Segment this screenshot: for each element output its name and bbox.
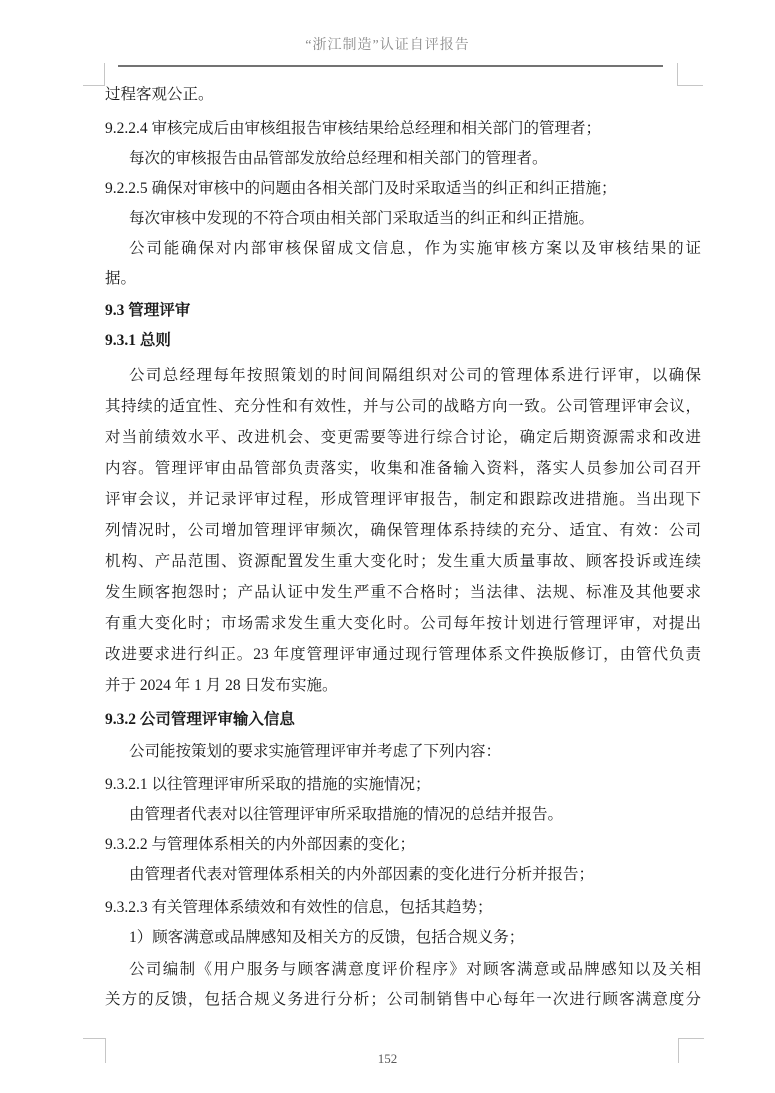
paragraph — [105, 360, 701, 701]
paragraph — [105, 860, 701, 890]
text-line: 9.3 管理评审 — [105, 302, 191, 319]
header-rule — [118, 65, 663, 67]
paragraph — [105, 770, 701, 800]
text-line: 评审会议，并记录评审过程，形成管理评审报告，制定和跟踪改进措施。当出现下 — [105, 491, 701, 508]
paragraph — [105, 114, 701, 144]
paragraph — [105, 830, 701, 860]
text-line: 有重大变化时；市场需求发生重大变化时。公司每年按计划进行管理评审，对提出 — [105, 615, 701, 632]
text-line: 对当前绩效水平、改进机会、变更需要等进行综合讨论，确定后期资源需求和改进 — [105, 429, 701, 446]
text-line: 9.3.2.2 与管理体系相关的内外部因素的变化； — [105, 836, 416, 853]
text-line: 9.3.2.1 以往管理评审所采取的措施的实施情况； — [105, 776, 431, 793]
text-line: 内容。管理评审由品管部负责落实，收集和准备输入资料，落实人员参加公司召开 — [105, 460, 701, 477]
text-line: 9.3.1 总则 — [105, 332, 171, 349]
paragraph — [105, 923, 701, 953]
text-line: 改进要求进行纠正。23 年度管理评审通过现行管理体系文件换版修订，由管代负责 — [105, 646, 701, 663]
text-line: 公司能按策划的要求实施管理评审并考虑了下列内容： — [129, 743, 502, 760]
text-line: 9.3.2.3 有关管理体系绩效和有效性的信息，包括其趋势； — [105, 899, 493, 916]
text-line: 过程客观公正。 — [105, 86, 214, 103]
text-line: 由管理者代表对以往管理评审所采取措施的情况的总结并报告。 — [129, 806, 564, 823]
paragraph — [105, 800, 701, 830]
text-line: 列情况时，公司增加管理评审频次，确保管理体系持续的充分、适宜、有效：公司 — [105, 522, 701, 539]
text-line: 并于 2024 年 1 月 28 日发布实施。 — [105, 677, 338, 694]
paragraph — [105, 893, 701, 923]
section-heading — [105, 705, 701, 735]
text-line: 公司总经理每年按照策划的时间间隔组织对公司的管理体系进行评审，以确保 — [129, 367, 701, 384]
paragraph — [105, 144, 701, 174]
paragraph — [105, 737, 701, 767]
text-line: 每次的审核报告由品管部发放给总经理和相关部门的管理者。 — [129, 150, 548, 167]
page-number: 152 — [377, 1051, 398, 1066]
paragraph — [105, 174, 701, 204]
text-line: 1）顾客满意或品牌感知及相关方的反馈，包括合规义务； — [129, 929, 525, 946]
text-line: 9.2.2.5 确保对审核中的问题由各相关部门及时采取适当的纠正和纠正措施； — [105, 180, 617, 197]
text-line: 9.2.2.4 审核完成后由审核组报告审核结果给总经理和相关部门的管理者； — [105, 120, 602, 137]
margin-corner-mark-top-left — [83, 63, 105, 86]
text-line: 每次审核中发现的不符合项由相关部门采取适当的纠正和纠正措施。 — [129, 210, 595, 227]
text-line: 由管理者代表对管理体系相关的内外部因素的变化进行分析并报告； — [129, 866, 595, 883]
text-line: 其持续的适宜性、充分性和有效性，并与公司的战略方向一致。公司管理评审会议， — [105, 398, 701, 415]
document-body — [105, 80, 701, 1015]
text-line: 据。 — [105, 270, 137, 287]
paragraph — [105, 80, 701, 110]
text-line: 9.3.2 公司管理评审输入信息 — [105, 711, 295, 728]
text-line: 公司编制《用户服务与顾客满意度评价程序》对顾客满意或品牌感知以及关相 — [129, 961, 701, 978]
section-heading — [105, 296, 701, 326]
paragraph — [105, 234, 701, 294]
text-line: 公司能确保对内部审核保留成文信息，作为实施审核方案以及审核结果的证 — [129, 240, 701, 257]
text-line: 发生顾客抱怨时；产品认证中发生严重不合格时；当法律、法规、标准及其他要求 — [105, 584, 701, 601]
paragraph — [105, 204, 701, 234]
section-heading — [105, 326, 701, 356]
paragraph — [105, 955, 701, 1015]
text-line: 机构、产品范围、资源配置发生重大变化时；发生重大质量事故、顾客投诉或连续 — [105, 553, 701, 570]
text-line: 关方的反馈，包括合规义务进行分析；公司制销售中心每年一次进行顾客满意度分 — [105, 991, 701, 1008]
page-header-title: “浙江制造”认证自评报告 — [305, 38, 470, 53]
